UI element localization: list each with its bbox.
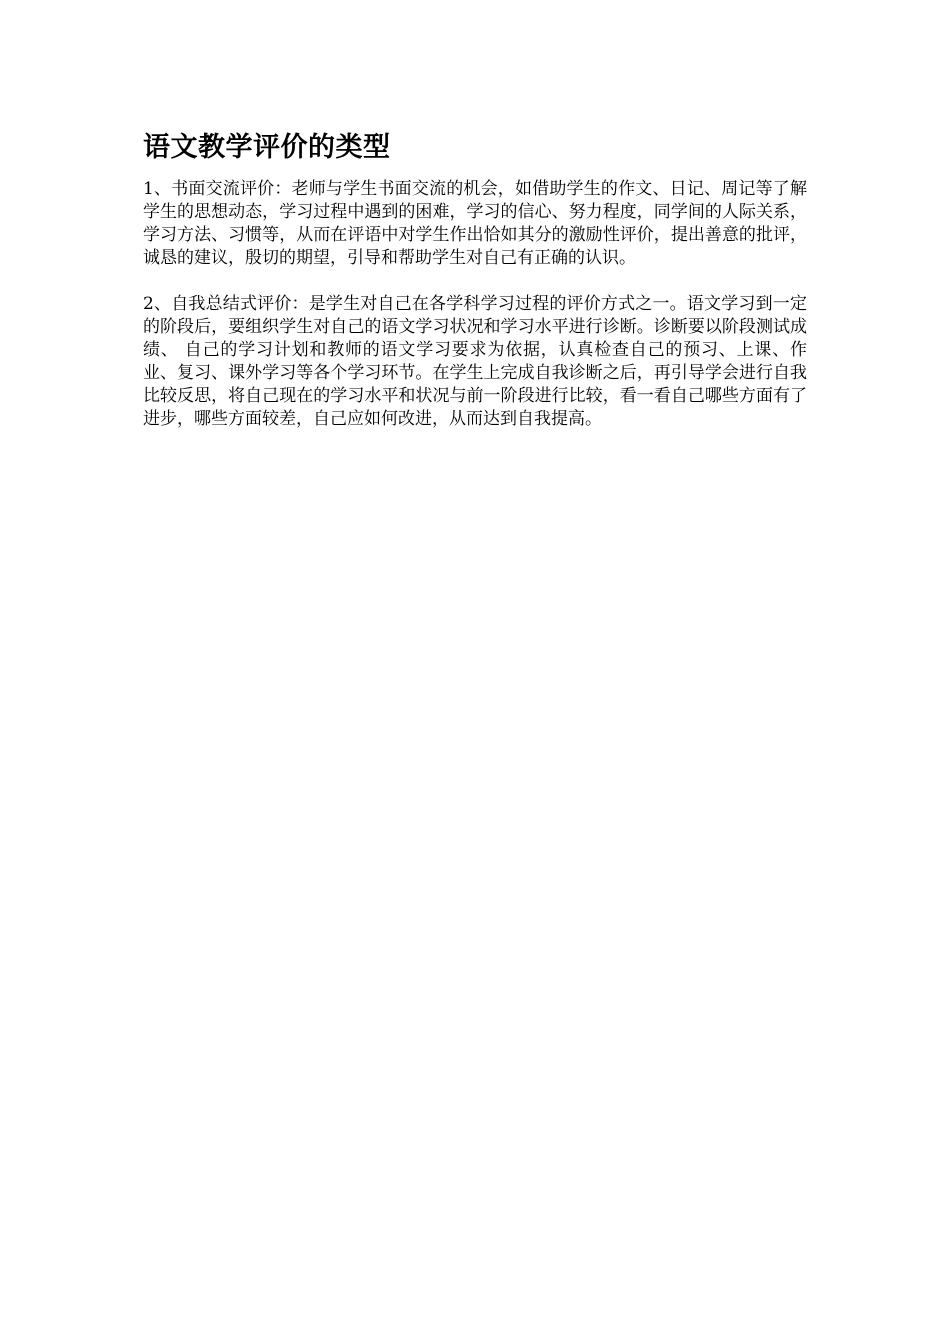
paragraph-written-evaluation: 1、书面交流评价：老师与学生书面交流的机会，如借助学生的作文、日记、周记等了解学生的思想动态，学习过程中遇到的困难，学习的信心、努力程度，同学间的人际关系，学习方法、习惯等，从而在评语中对学生作出恰如其分的激励性评价，提出善意的批评，诚恳的建议，殷切的期望，引导和帮助学生对自己有正确的认识。 bbox=[143, 179, 807, 268]
document-title: 语文教学评价的类型 bbox=[143, 132, 391, 163]
paragraph-self-summary-evaluation: 2、自我总结式评价：是学生对自己在各学科学习过程的评价方式之一。语文学习到一定的阶段后，要组织学生对自己的语文学习状况和学习水平进行诊断。诊断要以阶段测试成绩、 自己的学习计划和教师的语文学习要求为依据，认真检查自己的预习、上课、作业、复习、课外学习等各个学习环节。在学生上完成自我诊断之后，再引导学会进行自我比较反思，将自己现在的学习水平和状况与前一阶段进行比较，看一看自己哪些方面有了进步，哪些方面较差，自己应如何改进，从而达到自我提高。 bbox=[143, 294, 807, 429]
document-body bbox=[143, 128, 807, 431]
